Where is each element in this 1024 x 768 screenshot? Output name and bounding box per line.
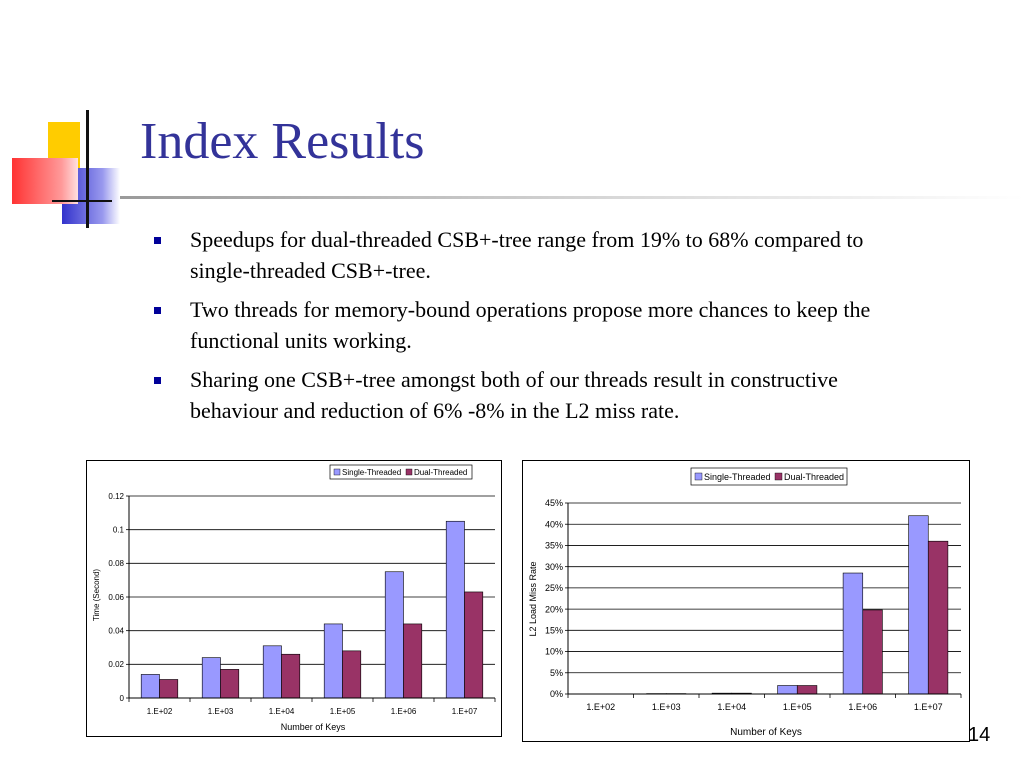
legend-label-single: Single-Threaded [704, 472, 771, 482]
x-tick-label: 1.E+02 [586, 702, 616, 712]
bar-single [324, 624, 342, 698]
y-tick-label: 0.06 [108, 592, 124, 602]
y-tick-label: 35% [544, 540, 563, 551]
y-axis-label: Time (Second) [92, 568, 101, 622]
bar-dual [221, 669, 239, 698]
miss-rate-chart-svg [523, 461, 969, 741]
legend-label-single: Single-Threaded [342, 468, 402, 477]
bar-single [446, 521, 464, 698]
y-tick-label: 25% [544, 583, 563, 594]
square-bullet-icon [154, 237, 161, 244]
bar-single [843, 573, 863, 694]
x-tick-label: 1.E+02 [146, 707, 173, 716]
bar-dual [797, 686, 817, 694]
x-axis-label: Number of Keys [280, 722, 346, 732]
x-tick-label: 1.E+03 [207, 707, 234, 716]
y-tick-label: 0 [119, 693, 124, 703]
x-tick-label: 1.E+03 [651, 702, 681, 712]
y-tick-label: 0.04 [108, 626, 124, 636]
bullet-item [150, 364, 890, 426]
y-tick-label: 40% [544, 519, 563, 530]
miss-rate-chart [522, 460, 970, 742]
bullet-text: Speedups for dual-threaded CSB+-tree range from 19% to 68% compared to single-threaded CSB+-tree. [190, 227, 864, 283]
legend-swatch-single [334, 469, 340, 475]
legend-swatch-dual [406, 469, 412, 475]
y-tick-label: 10% [544, 646, 563, 657]
legend-label-dual: Dual-Threaded [414, 468, 468, 477]
y-tick-label: 0% [549, 689, 563, 700]
bar-dual [404, 624, 422, 698]
x-tick-label: 1.E+07 [451, 707, 478, 716]
y-tick-label: 15% [544, 625, 563, 636]
bullet-text: Two threads for memory-bound operations propose more chances to keep the functional units working. [190, 297, 871, 353]
y-tick-label: 0.12 [108, 491, 124, 501]
x-axis-label: Number of Keys [730, 727, 802, 738]
slide-title: Index Results [140, 113, 425, 170]
bar-single [909, 516, 929, 694]
x-tick-label: 1.E+04 [268, 707, 295, 716]
decoration-red-square [12, 158, 78, 204]
square-bullet-icon [154, 377, 161, 384]
decoration-vertical-line [86, 110, 89, 228]
time-chart-svg [87, 461, 501, 736]
bar-single [141, 674, 159, 698]
legend-swatch-dual [775, 473, 782, 480]
corner-decoration [0, 100, 140, 230]
bullet-item [150, 224, 890, 286]
bar-dual [928, 541, 948, 694]
bar-dual [343, 651, 361, 698]
bar-single [778, 686, 798, 694]
bar-single [202, 658, 220, 698]
legend-label-dual: Dual-Threaded [784, 472, 845, 482]
time-chart [86, 460, 502, 737]
y-tick-label: 0.08 [108, 559, 124, 569]
square-bullet-icon [154, 307, 161, 314]
y-tick-label: 0.1 [112, 525, 124, 535]
bar-dual [282, 654, 300, 698]
y-tick-label: 45% [544, 498, 563, 509]
x-tick-label: 1.E+07 [913, 702, 943, 712]
x-tick-label: 1.E+04 [717, 702, 747, 712]
y-axis-label: L2 Load Miss Rate [528, 561, 538, 637]
bar-single [385, 572, 403, 698]
y-tick-label: 20% [544, 604, 563, 615]
legend-swatch-single [695, 473, 702, 480]
bar-single [263, 646, 281, 698]
bar-dual [160, 679, 178, 698]
bullet-text: Sharing one CSB+-tree amongst both of our threads result in constructive behaviour and reduction of 6% -8% in the L2 miss rate. [190, 367, 838, 423]
y-tick-label: 5% [549, 667, 563, 678]
x-tick-label: 1.E+06 [848, 702, 878, 712]
x-tick-label: 1.E+05 [329, 707, 356, 716]
bullet-item [150, 294, 890, 356]
chart-legend [330, 465, 472, 479]
title-divider [120, 196, 1024, 199]
x-tick-label: 1.E+06 [390, 707, 417, 716]
y-tick-label: 30% [544, 561, 563, 572]
chart-legend [691, 468, 847, 485]
page-number: 14 [968, 724, 991, 746]
y-tick-label: 0.02 [108, 660, 124, 670]
bar-dual [863, 610, 883, 694]
bullet-list [150, 224, 890, 434]
bar-dual [465, 592, 483, 698]
x-tick-label: 1.E+05 [782, 702, 812, 712]
decoration-horizontal-line [52, 200, 112, 202]
